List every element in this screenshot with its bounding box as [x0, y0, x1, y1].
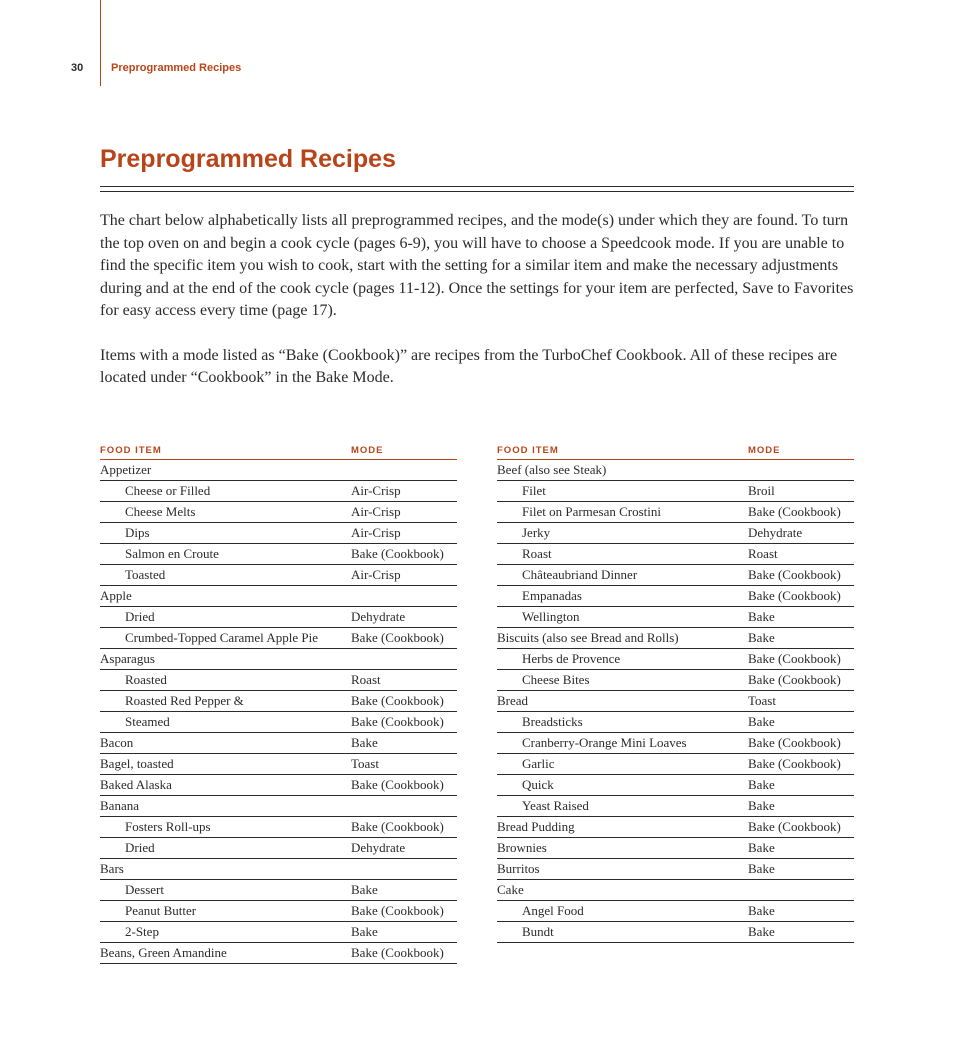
mode-cell: Bake (Cookbook)	[351, 714, 444, 729]
food-item-cell: Crumbed-Topped Caramel Apple Pie	[125, 630, 318, 645]
table-body	[497, 460, 854, 943]
mode-cell: Bake (Cookbook)	[351, 777, 444, 792]
mode-cell: Bake	[748, 630, 775, 645]
table-row	[497, 733, 854, 754]
mode-cell: Air-Crisp	[351, 483, 401, 498]
food-item-cell: Yeast Raised	[522, 798, 589, 813]
food-item-cell: Dessert	[125, 882, 164, 897]
table-row	[100, 712, 457, 733]
running-head: Preprogrammed Recipes	[111, 62, 242, 74]
mode-cell: Toast	[351, 756, 379, 771]
table-row	[497, 838, 854, 859]
mode-cell: Bake	[351, 735, 378, 750]
table-row	[497, 502, 854, 523]
intro-paragraph-1: The chart below alphabetically lists all preprogrammed recipes, and the mode(s) under which they are found. To turn the top oven on and begin a cook cycle (pages 6-9), you will have to choose a Speedcook mode. If you are unable to find the specific item you wish to cook, start with the setting for a similar item and make the necessary adjustments during and at the end of the cook cycle (pages 11-12). Once the settings for your item are perfected, Save to Favorites for easy access every time (page 17).	[100, 212, 854, 319]
mode-cell: Toast	[748, 693, 776, 708]
mode-cell: Air-Crisp	[351, 525, 401, 540]
mode-cell: Broil	[748, 483, 775, 498]
table-row	[100, 943, 457, 964]
table-row	[497, 775, 854, 796]
food-item-cell: Steamed	[125, 714, 170, 729]
table-row	[497, 607, 854, 628]
mode-cell: Roast	[351, 672, 381, 687]
mode-header: MODE	[748, 444, 781, 456]
food-item-cell: Dried	[125, 840, 155, 855]
mode-cell: Air-Crisp	[351, 504, 401, 519]
food-item-cell: Baked Alaska	[100, 777, 172, 792]
mode-cell: Dehydrate	[748, 525, 803, 540]
mode-cell: Dehydrate	[351, 609, 406, 624]
table-header	[497, 441, 854, 460]
mode-cell: Bake	[748, 714, 775, 729]
intro-paragraph-2: Items with a mode listed as “Bake (Cookbook)” are recipes from the TurboChef Cookbook. All of these recipes are located under “Cookbook” in the Bake Mode.	[100, 346, 838, 386]
food-item-cell: Beef (also see Steak)	[497, 462, 607, 477]
table-row	[100, 628, 457, 649]
food-item-cell: Brownies	[497, 840, 547, 855]
table-row	[497, 670, 854, 691]
mode-cell: Bake (Cookbook)	[351, 903, 444, 918]
table-header	[100, 441, 457, 460]
mode-cell: Bake	[748, 840, 775, 855]
table-row	[497, 565, 854, 586]
table-row	[100, 796, 457, 817]
table-row	[100, 523, 457, 544]
food-item-cell: Châteaubriand Dinner	[522, 567, 638, 582]
table-row	[100, 607, 457, 628]
food-item-cell: Cheese or Filled	[125, 483, 211, 498]
food-item-header: FOOD ITEM	[100, 444, 162, 456]
mode-cell: Bake (Cookbook)	[748, 588, 841, 603]
table-row	[100, 481, 457, 502]
table-row	[100, 502, 457, 523]
mode-cell: Bake	[351, 882, 378, 897]
table-row	[497, 544, 854, 565]
table-body	[100, 460, 457, 964]
table-row	[497, 523, 854, 544]
food-item-cell: Appetizer	[100, 462, 152, 477]
table-row	[497, 628, 854, 649]
page-number: 30	[71, 62, 84, 74]
mode-cell: Bake (Cookbook)	[748, 504, 841, 519]
mode-cell: Bake	[748, 924, 775, 939]
mode-cell: Bake (Cookbook)	[351, 819, 444, 834]
table-row	[497, 922, 854, 943]
food-item-cell: Wellington	[522, 609, 580, 624]
food-item-cell: Dips	[125, 525, 150, 540]
mode-cell: Bake	[748, 861, 775, 876]
mode-cell: Bake	[351, 924, 378, 939]
mode-cell: Roast	[748, 546, 778, 561]
table-row	[100, 901, 457, 922]
table-row	[100, 754, 457, 775]
food-item-cell: Filet	[522, 483, 546, 498]
food-item-cell: Bars	[100, 861, 124, 876]
table-row	[100, 460, 457, 481]
food-item-cell: Quick	[522, 777, 554, 792]
mode-cell: Bake	[748, 777, 775, 792]
mode-cell: Bake (Cookbook)	[351, 630, 444, 645]
food-item-cell: Empanadas	[522, 588, 582, 603]
mode-header: MODE	[351, 444, 384, 456]
mode-cell: Bake (Cookbook)	[748, 567, 841, 582]
food-item-cell: Roasted Red Pepper &	[125, 693, 244, 708]
food-item-cell: Cranberry-Orange Mini Loaves	[522, 735, 687, 750]
table-row	[497, 586, 854, 607]
mode-cell: Bake (Cookbook)	[351, 693, 444, 708]
table-row	[497, 901, 854, 922]
food-item-cell: Apple	[100, 588, 132, 603]
food-item-cell: Bagel, toasted	[100, 756, 174, 771]
table-row	[497, 460, 854, 481]
food-item-cell: Biscuits (also see Bread and Rolls)	[497, 630, 679, 645]
mode-cell: Bake	[748, 798, 775, 813]
page-title: Preprogrammed Recipes	[100, 145, 396, 173]
table-row	[497, 880, 854, 901]
food-item-cell: Asparagus	[100, 651, 155, 666]
table-row	[100, 817, 457, 838]
food-item-cell: Jerky	[522, 525, 551, 540]
food-item-cell: Bundt	[522, 924, 554, 939]
food-item-cell: Peanut Butter	[125, 903, 197, 918]
table-row	[497, 817, 854, 838]
mode-cell: Bake	[748, 609, 775, 624]
table-row	[497, 712, 854, 733]
mode-cell: Dehydrate	[351, 840, 406, 855]
food-item-cell: Beans, Green Amandine	[100, 945, 227, 960]
food-item-cell: Garlic	[522, 756, 555, 771]
table-row	[497, 691, 854, 712]
table-row	[100, 880, 457, 901]
food-item-cell: Toasted	[125, 567, 166, 582]
table-row	[497, 481, 854, 502]
header-vertical-rule	[100, 0, 101, 86]
table-row	[497, 754, 854, 775]
table-row	[100, 565, 457, 586]
food-item-cell: Cheese Melts	[125, 504, 196, 519]
food-item-cell: Burritos	[497, 861, 540, 876]
food-item-cell: Angel Food	[522, 903, 584, 918]
table-row	[100, 649, 457, 670]
table-row	[100, 922, 457, 943]
food-item-cell: Salmon en Croute	[125, 546, 219, 561]
food-item-cell: Cheese Bites	[522, 672, 590, 687]
table-row	[100, 691, 457, 712]
table-row	[100, 733, 457, 754]
mode-cell: Bake	[748, 903, 775, 918]
food-item-cell: Roasted	[125, 672, 167, 687]
table-row	[100, 775, 457, 796]
table-row	[497, 796, 854, 817]
mode-cell: Bake (Cookbook)	[351, 945, 444, 960]
title-double-rule	[100, 186, 854, 192]
mode-cell: Bake (Cookbook)	[748, 735, 841, 750]
food-item-cell: Herbs de Provence	[522, 651, 621, 666]
table-row	[100, 838, 457, 859]
intro-text	[100, 210, 860, 412]
food-item-cell: Roast	[522, 546, 552, 561]
food-item-cell: Bread	[497, 693, 529, 708]
mode-cell: Bake (Cookbook)	[748, 756, 841, 771]
recipe-table-left	[100, 441, 457, 964]
table-row	[100, 859, 457, 880]
food-item-cell: Bacon	[100, 735, 134, 750]
mode-cell: Bake (Cookbook)	[351, 546, 444, 561]
food-item-cell: Filet on Parmesan Crostini	[522, 504, 662, 519]
mode-cell: Bake (Cookbook)	[748, 819, 841, 834]
mode-cell: Air-Crisp	[351, 567, 401, 582]
table-row	[497, 649, 854, 670]
food-item-cell: Cake	[497, 882, 524, 897]
recipe-table-right	[497, 441, 854, 943]
table-row	[100, 670, 457, 691]
food-item-cell: Fosters Roll-ups	[125, 819, 211, 834]
mode-cell: Bake (Cookbook)	[748, 651, 841, 666]
table-row	[497, 859, 854, 880]
food-item-header: FOOD ITEM	[497, 444, 559, 456]
table-row	[100, 544, 457, 565]
food-item-cell: Dried	[125, 609, 155, 624]
food-item-cell: Bread Pudding	[497, 819, 575, 834]
mode-cell: Bake (Cookbook)	[748, 672, 841, 687]
food-item-cell: 2-Step	[125, 924, 159, 939]
food-item-cell: Banana	[100, 798, 139, 813]
table-row	[100, 586, 457, 607]
food-item-cell: Breadsticks	[522, 714, 583, 729]
